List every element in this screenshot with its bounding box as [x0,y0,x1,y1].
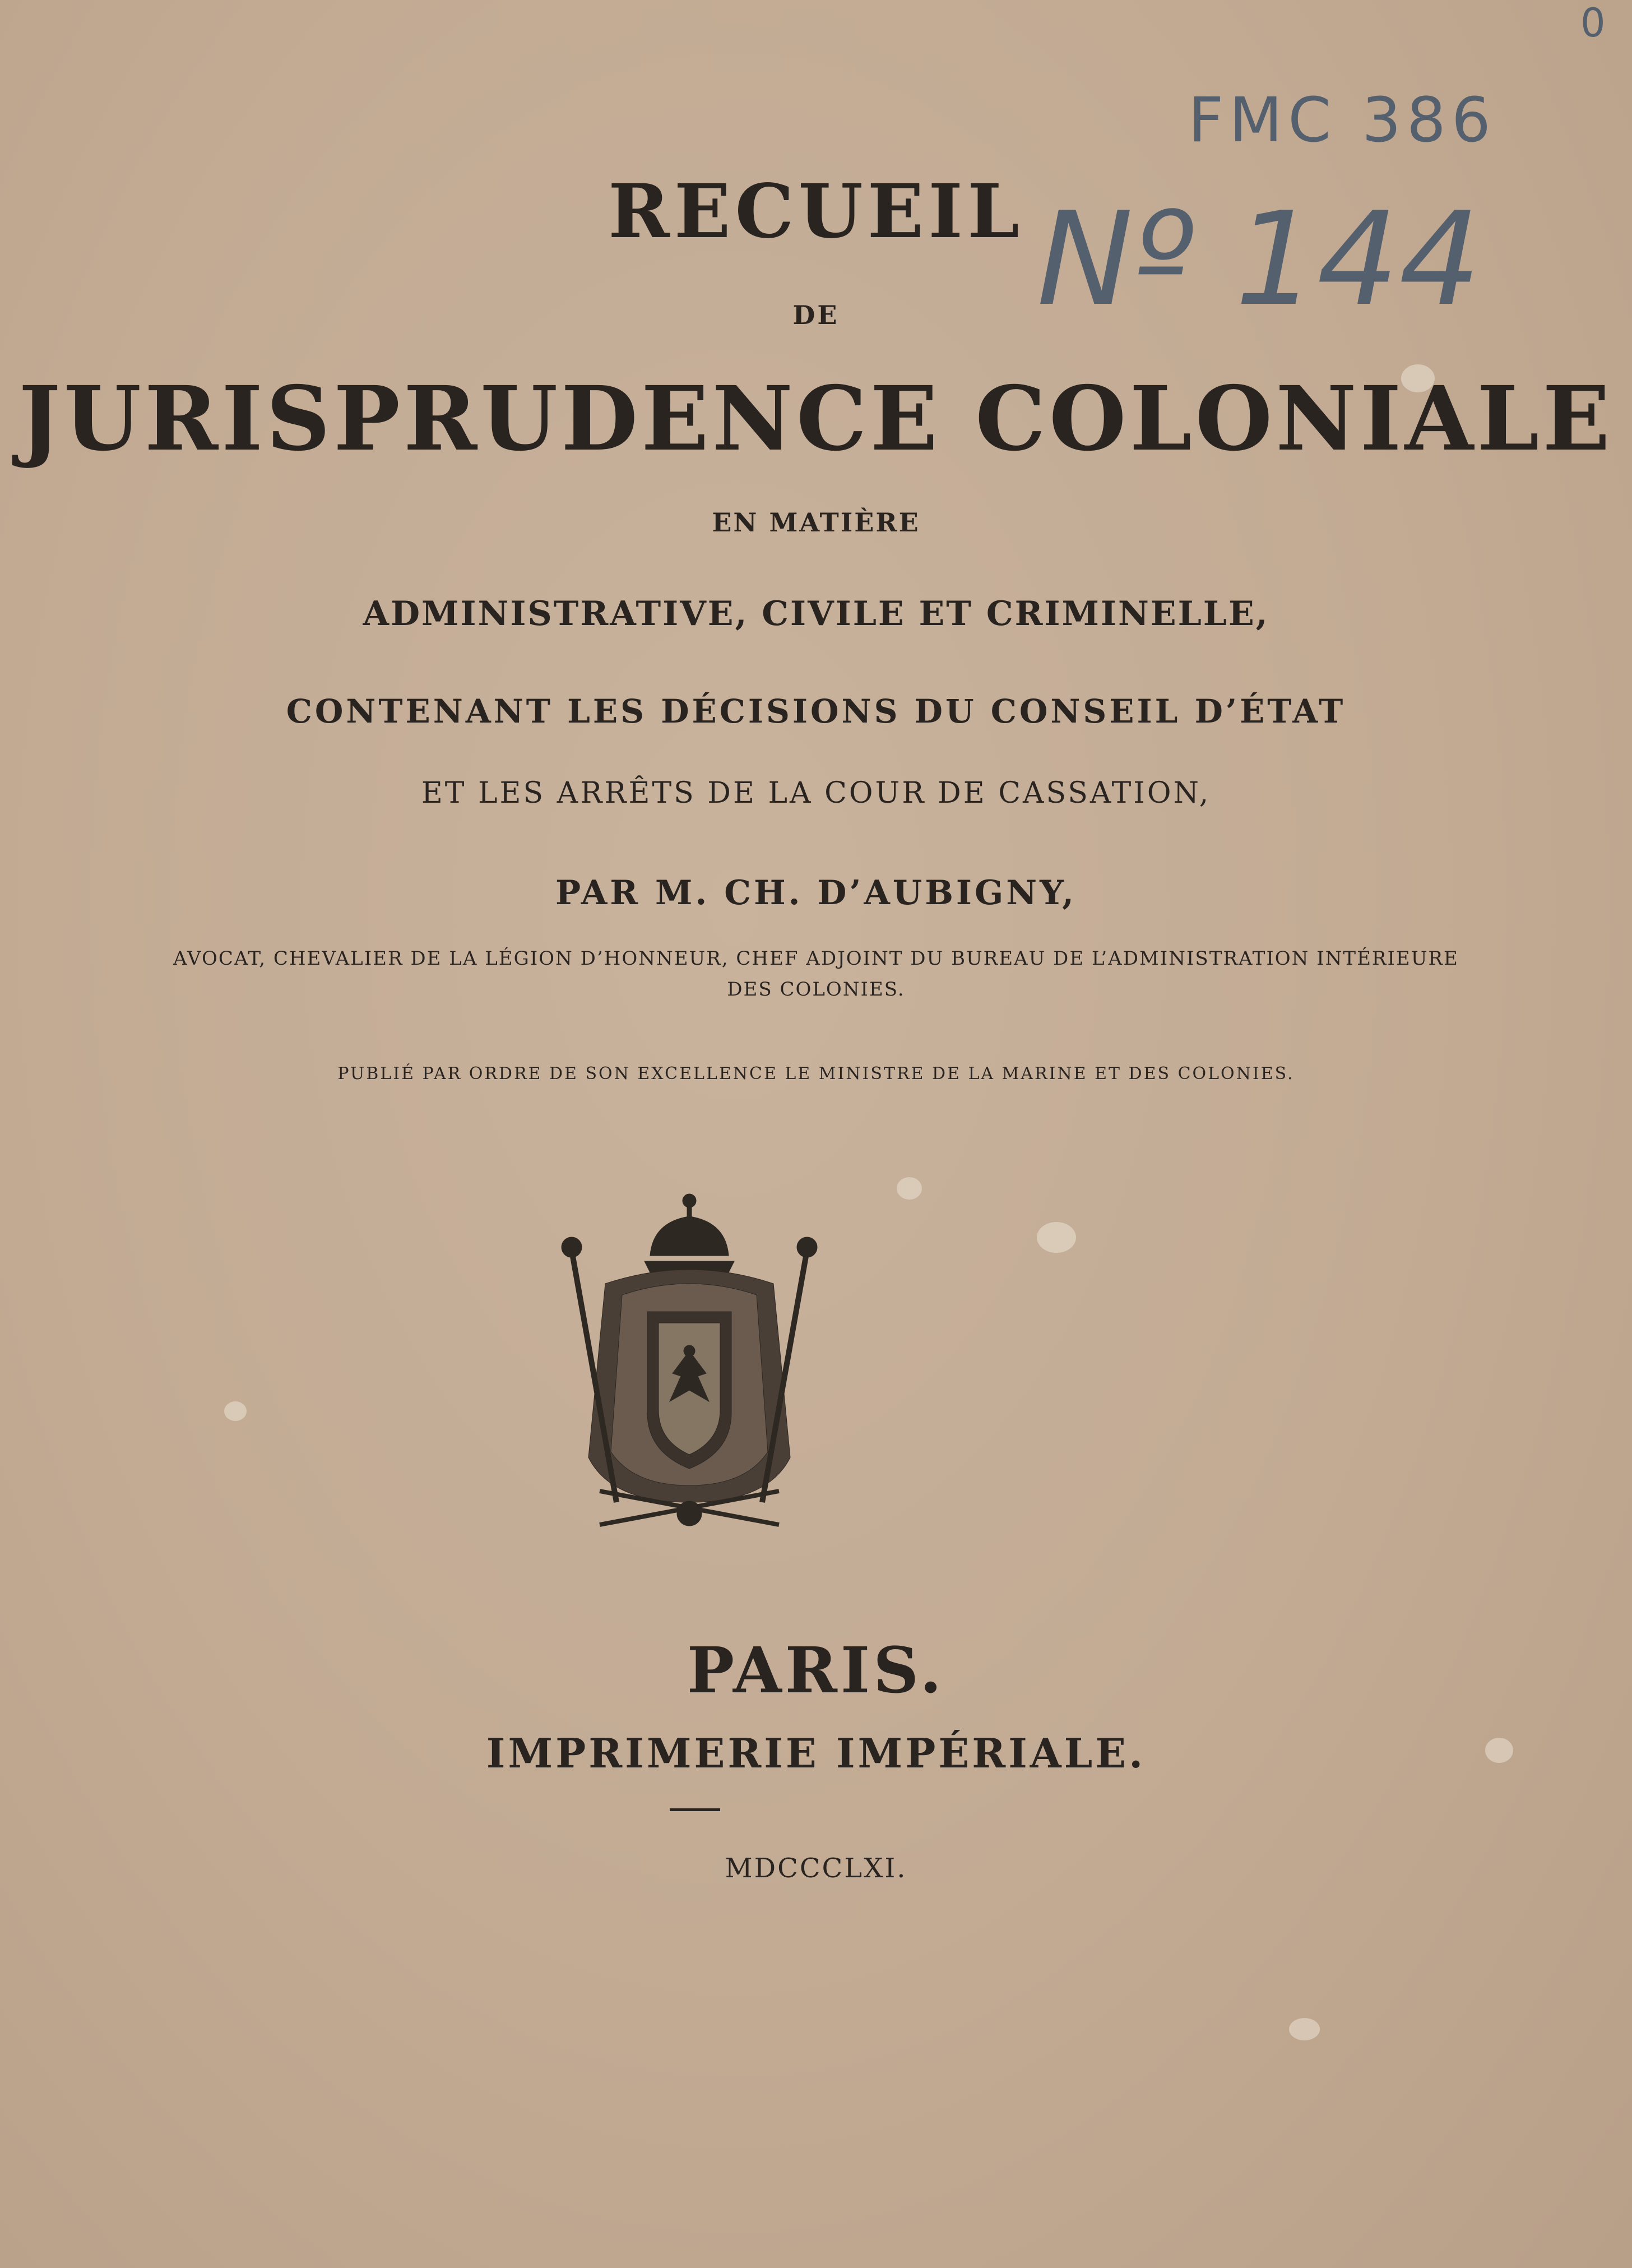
subtitle-line-3: ET LES ARRÊTS DE LA COUR DE CASSATION, [421,776,1211,810]
author-line: PAR M. CH. D’AUBIGNY, [555,873,1077,913]
paper-speck [1037,1222,1076,1253]
imperial-coat-of-arms-emblem [555,1188,824,1530]
imprint-printer: IMPRIMERIE IMPÉRIALE. [486,1729,1146,1777]
subtitle-line-2: CONTENANT LES DÉCISIONS DU CONSEIL D’ÉTAT [286,692,1346,730]
divider-rule [670,1808,720,1811]
imprint-city: PARIS. [687,1634,945,1707]
main-title: JURISPRUDENCE COLONIALE [18,367,1614,471]
corner-mark: 0 [1580,0,1606,46]
author-role-line-2: DES COLONIES. [727,978,905,1001]
title-de: DE [792,300,840,330]
paper-speck [1289,2018,1320,2040]
paper-speck [224,1401,247,1421]
title-recueil: RECUEIL [608,168,1024,255]
subtitle-line-1: ADMINISTRATIVE, CIVILE ET CRIMINELLE, [363,594,1269,633]
paper-speck [897,1177,922,1200]
shelfmark-annotation: FMC 386 [1188,84,1496,156]
en-matiere: EN MATIÈRE [712,507,920,538]
volume-number-annotation: Nº 144 [1037,185,1481,335]
author-role-line-1: AVOCAT, CHEVALIER DE LA LÉGION D’HONNEUR, CHEF ADJOINT DU BUREAU DE L’ADMINISTRATION INTÉRIEURE [173,947,1459,970]
imprint-year: MDCCCLXI. [725,1853,907,1884]
published-by-line: PUBLIÉ PAR ORDRE DE SON EXCELLENCE LE MINISTRE DE LA MARINE ET DES COLONIES. [337,1064,1295,1084]
